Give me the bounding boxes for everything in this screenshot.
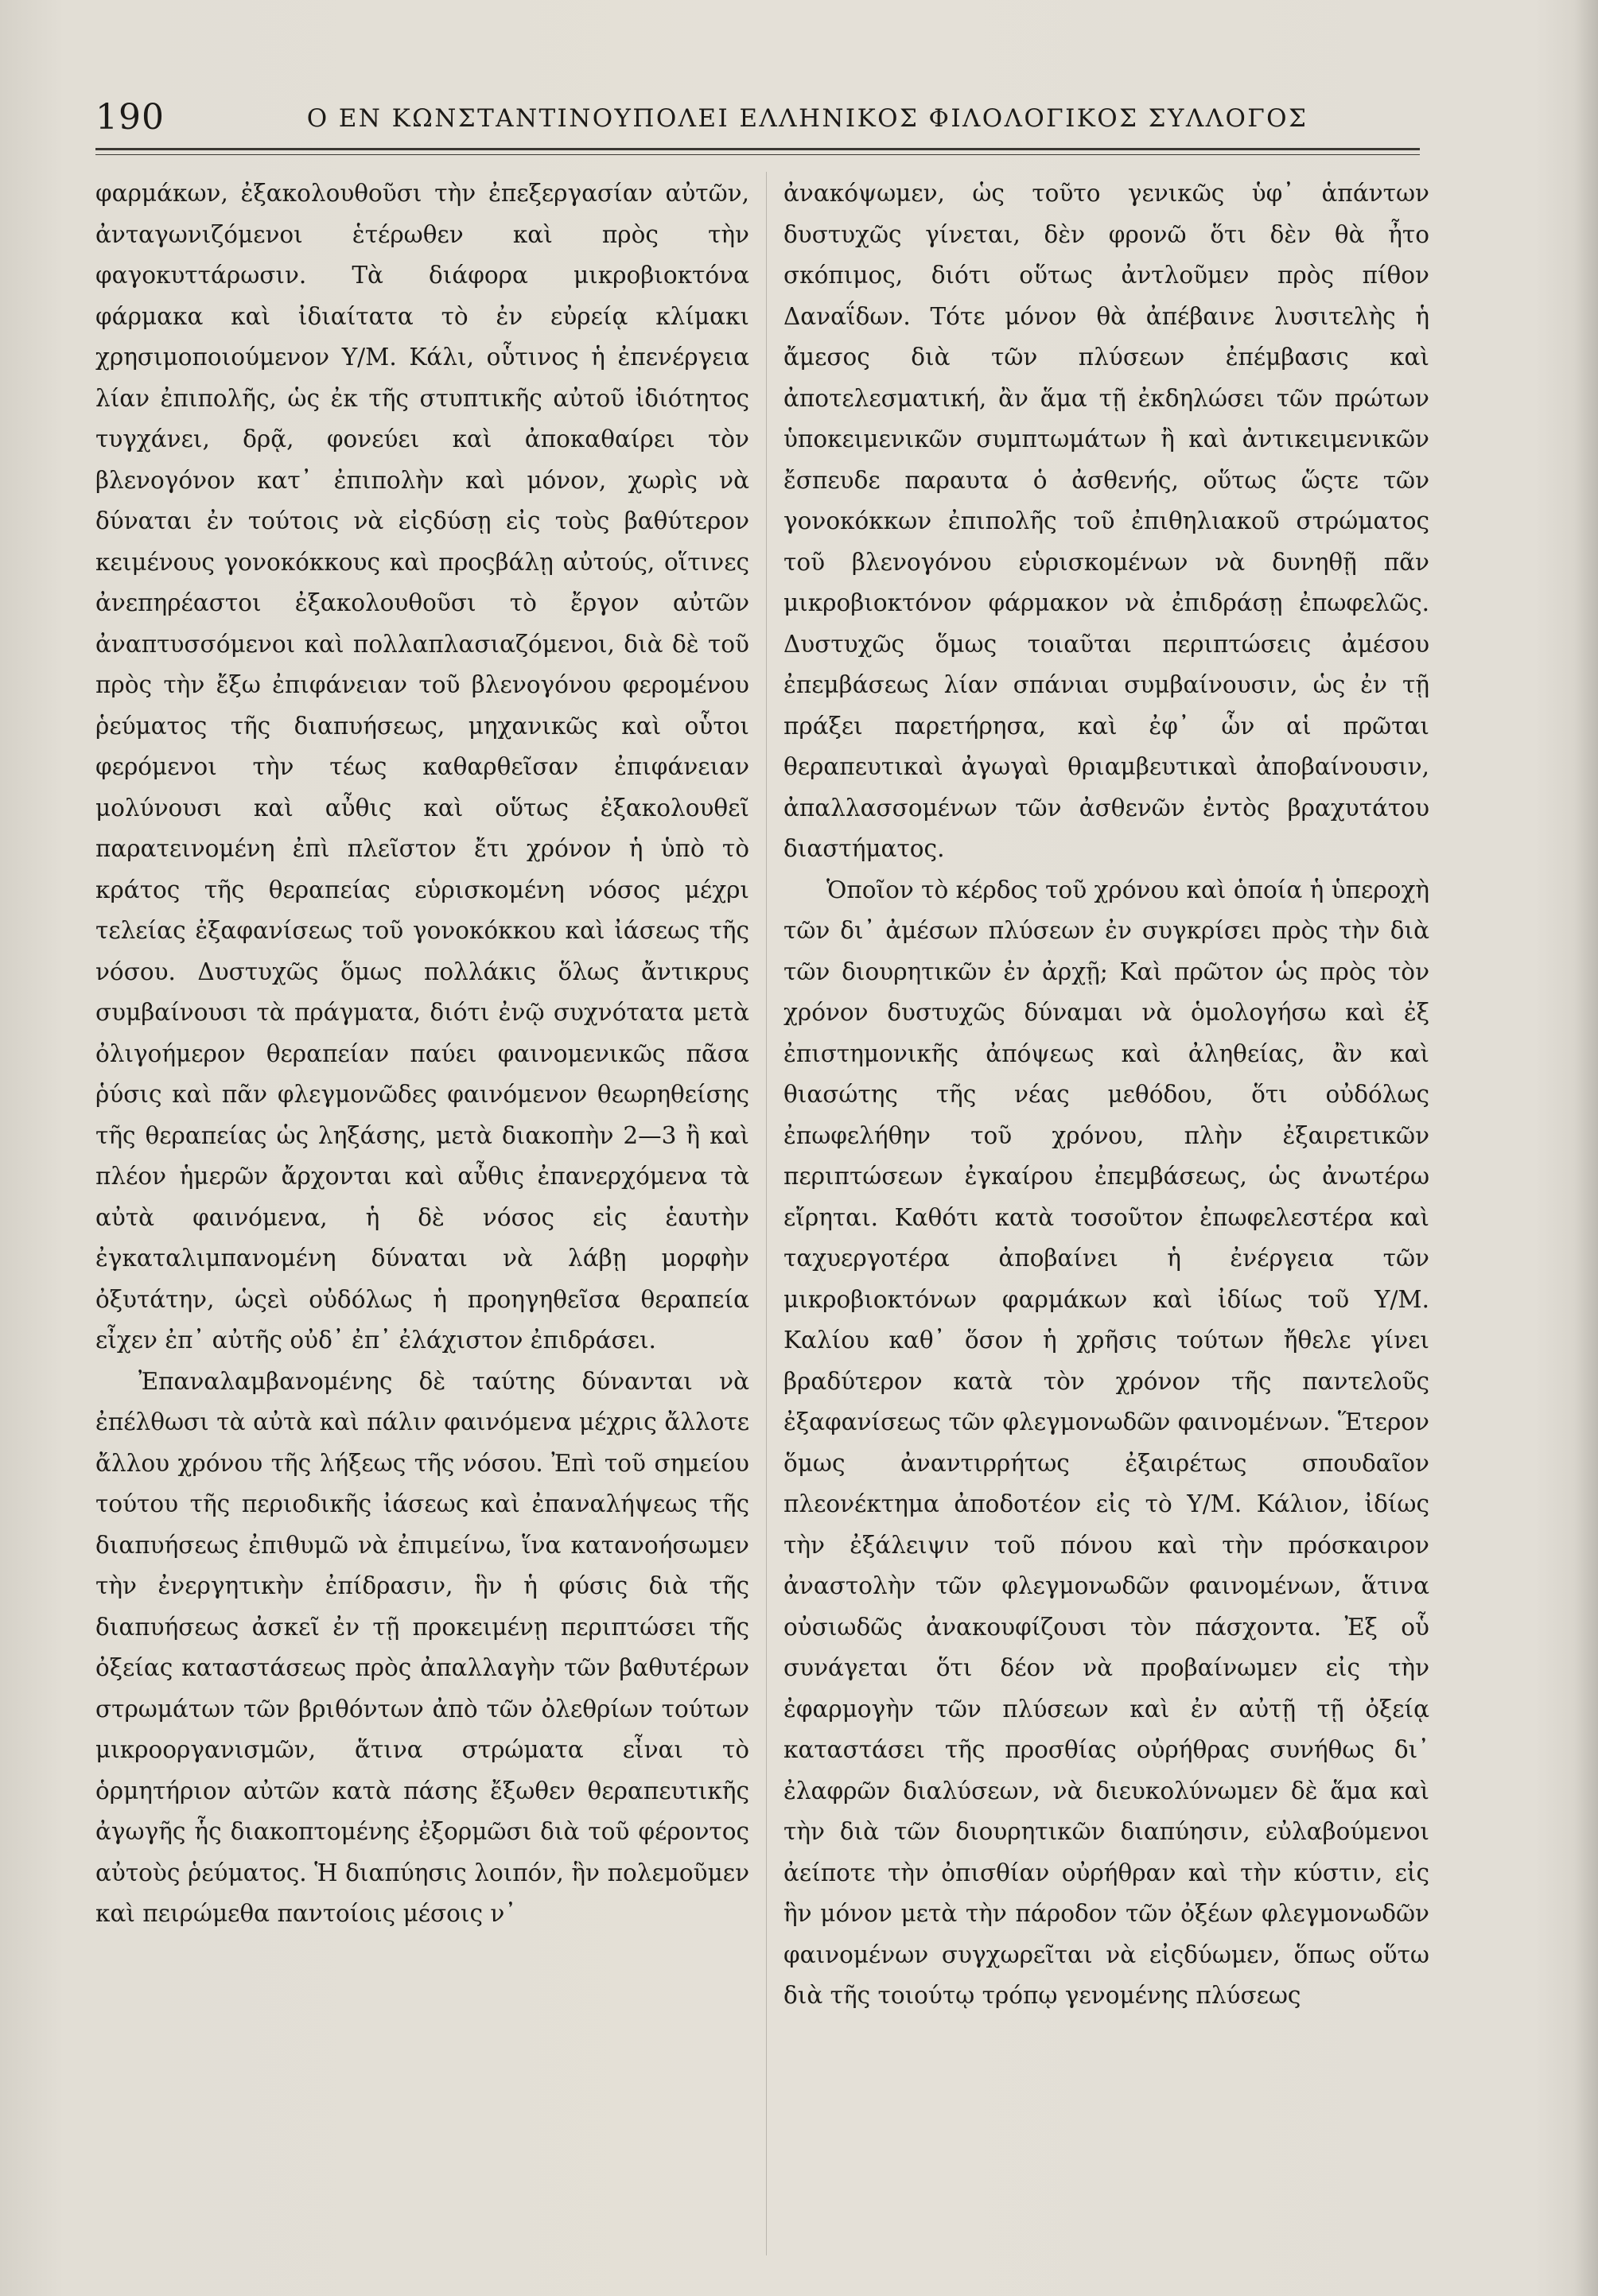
page-edge-shadow <box>1574 0 1598 2296</box>
column-divider <box>766 172 767 2255</box>
right-text-column <box>783 173 1429 2017</box>
left-paragraph-2: Ἐπαναλαμβανομένης δὲ ταύτης δύνανται νὰ ἐπέλθωσι τὰ αὐτὰ καὶ πάλιν φαινόμενα μέχρις ἄλλοτε ἄλλου χρόνου τῆς λήξεως τῆς νόσου. Ἐπὶ τοῦ σημείου τούτου τῆς περιοδικῆς ἰάσεως καὶ ἐπαναλήψεως τῆς διαπυήσεως ἐπιθυμῶ νὰ ἐπιμείνω, ἵνα κατανοήσωμεν τὴν ἐνεργητικὴν ἐπίδρασιν, ἣν ἡ φύσις διὰ τῆς διαπυήσεως ἀσκεῖ ἐν τῇ προκειμένῃ περιπτώσει τῆς ὀξείας καταστάσεως πρὸς ἀπαλλαγὴν τῶν βαθυτέρων στρωμάτων τῶν βριθόντων ἀπὸ τῶν ὀλεθρίων τούτων μικροοργανισμῶν, ἅτινα στρώματα εἶναι τὸ ὁρμητήριον αὐτῶν κατὰ πάσης ἔξωθεν θεραπευτικῆς ἀγωγῆς ἧς διακοπτομένης ἐξορμῶσι διὰ τοῦ φέροντος αὐτοὺς ῥεύματος. Ἡ διαπύησις λοιπόν, ἣν πολεμοῦμεν καὶ πειρώμεθα παντοίοις μέσοις ν᾽ <box>95 1367 749 1927</box>
left-paragraph-1: φαρμάκων, ἐξακολουθοῦσι τὴν ἐπεξεργασίαν αὐτῶν, ἀνταγωνιζόμενοι ἑτέρωθεν καὶ πρὸς τὴν φαγοκυττάρωσιν. Τὰ διάφορα μικροβιοκτόνα φάρμακα καὶ ἰδιαίτατα τὸ ἐν εὐρείᾳ κλίμακι χρησιμοποιούμενον Υ/Μ. Κάλι, οὗτινος ἡ ἐπενέργεια λίαν ἐπιπολῆς, ὡς ἐκ τῆς στυπτικῆς αὐτοῦ ἰδιότητος τυγχάνει, δρᾷ, φονεύει καὶ ἀποκαθαίρει τὸν βλενογόνον κατ᾽ ἐπιπολὴν καὶ μόνον, χωρὶς νὰ δύναται ἐν τούτοις νὰ εἰςδύσῃ εἰς τοὺς βαθύτερον κειμένους γονοκόκκους καὶ προςβάλῃ αὐτούς, οἵτινες ἀνεπηρέαστοι ἐξακολουθοῦσι τὸ ἔργον αὐτῶν ἀναπτυσσόμενοι καὶ πολλαπλασιαζόμενοι, διὰ δὲ τοῦ πρὸς τὴν ἔξω ἐπιφάνειαν τοῦ βλενογόνου φερομένου ῥεύματος τῆς διαπυήσεως, μηχανικῶς καὶ οὗτοι φερόμενοι τὴν τέως καθαρθεῖσαν ἐπιφάνειαν μολύνουσι καὶ αὖθις καὶ οὕτως ἐξακολουθεῖ παρατεινομένη ἐπὶ πλεῖστον ἔτι χρόνον ἡ ὑπὸ τὸ κράτος τῆς θεραπείας εὑρισκομένη νόσος μέχρι τελείας ἐξαφανίσεως τοῦ γονοκόκκου καὶ ἰάσεως τῆς νόσου. Δυστυχῶς ὅμως πολλάκις ὅλως ἄντικρυς συμβαίνουσι τὰ πράγματα, διότι ἐνῷ συχνότατα μετὰ ὀλιγοήμερον θεραπείαν παύει φαινομενικῶς πᾶσα ῥύσις καὶ πᾶν φλεγμονῶδες φαινόμενον θεωρηθείσης τῆς θεραπείας ὡς ληξάσης, μετὰ διακοπὴν 2—3 ἢ καὶ πλέον ἡμερῶν ἄρχονται καὶ αὖθις ἐπανερχόμενα τὰ αὐτὰ φαινόμενα, ἡ δὲ νόσος εἰς ἑαυτὴν ἐγκαταλιμπανομένη δύναται νὰ λάβῃ μορφὴν ὀξυτάτην, ὡςεὶ οὐδόλως ἡ προηγηθεῖσα θεραπεία εἶχεν ἐπ᾽ αὐτῆς οὐδ᾽ ἐπ᾽ ἐλάχιστον ἐπιδράσει. <box>95 180 749 1354</box>
header-rule-thick <box>95 148 1420 150</box>
running-title: Ο ΕΝ ΚΩΝΣΤΑΝΤΙΝΟΥΠΟΛΕΙ ΕΛΛΗΝΙΚΟΣ ΦΙΛΟΛΟΓΙΚΟΣ ΣΥΛΛΟΓΟΣ <box>306 104 1308 133</box>
right-paragraph-1: ἀνακόψωμεν, ὡς τοῦτο γενικῶς ὑφ᾽ ἁπάντων δυστυχῶς γίνεται, δὲν φρονῶ ὅτι δὲν θὰ ἦτο σκόπιμος, διότι οὕτως ἀντλοῦμεν πρὸς πίθον Δαναΐδων. Τότε μόνον θὰ ἀπέβαινε λυσιτελὴς ἡ ἄμεσος διὰ τῶν πλύσεων ἐπέμβασις καὶ ἀποτελεσματική, ἂν ἅμα τῇ ἐκδηλώσει τῶν πρώτων ὑποκειμενικῶν συμπτωμάτων ἢ καὶ ἀντικειμενικῶν ἔσπευδε παραυτα ὁ ἀσθενής, οὕτως ὥςτε τῶν γονοκόκκων ἐπιπολῆς τοῦ ἐπιθηλιακοῦ στρώματος τοῦ βλενογόνου εὑρισκομένων νὰ δυνηθῇ πᾶν μικροβιοκτόνον φάρμακον νὰ ἐπιδράσῃ ἐπωφελῶς. Δυστυχῶς ὅμως τοιαῦται περιπτώσεις ἀμέσου ἐπεμβάσεως λίαν σπάνιαι συμβαίνουσιν, ὡς ἐν τῇ πράξει παρετήρησα, καὶ ἐφ᾽ ὧν αἱ πρῶται θεραπευτικαὶ ἀγωγαὶ θριαμβευτικαὶ ἀποβαίνουσιν, ἀπαλλασσομένων τῶν ἀσθενῶν ἐντὸς βραχυτάτου διαστήματος. <box>783 180 1429 862</box>
left-text-column <box>95 173 749 1935</box>
page-number: 190 <box>95 97 165 138</box>
header-rule-thin <box>95 154 1420 155</box>
page-header <box>95 94 1420 142</box>
right-paragraph-2: Ὁποῖον τὸ κέρδος τοῦ χρόνου καὶ ὁποία ἡ ὑπεροχὴ τῶν δι᾽ ἀμέσων πλύσεων ἐν συγκρίσει πρὸς τὴν διὰ τῶν διουρητικῶν ἐν ἀρχῇ; Καὶ πρῶτον ὡς πρὸς τὸν χρόνον δυστυχῶς δύναμαι νὰ ὁμολογήσω καὶ ἐξ ἐπιστημονικῆς ἀπόψεως καὶ ἀληθείας, ἂν καὶ θιασώτης τῆς νέας μεθόδου, ὅτι οὐδόλως ἐπωφελήθην τοῦ χρόνου, πλὴν ἐξαιρετικῶν περιπτώσεων ἐγκαίρου ἐπεμβάσεως, ὡς ἀνωτέρω εἴρηται. Καθότι κατὰ τοσοῦτον ἐπωφελεστέρα καὶ ταχυεργοτέρα ἀποβαίνει ἡ ἐνέργεια τῶν μικροβιοκτόνων φαρμάκων καὶ ἰδίως τοῦ Υ/Μ. Καλίου καθ᾽ ὅσον ἡ χρῆσις τούτων ἤθελε γίνει βραδύτερον κατὰ τὸν χρόνον τῆς παντελοῦς ἐξαφανίσεως τῶν φλεγμονωδῶν φαινομένων. Ἕτερον ὅμως ἀναντιρρήτως ἐξαιρέτως σπουδαῖον πλεονέκτημα ἀποδοτέον εἰς τὸ Υ/Μ. Κάλιον, ἰδίως τὴν ἐξάλειψιν τοῦ πόνου καὶ τὴν πρόσκαιρον ἀναστολὴν τῶν φλεγμονωδῶν φαινομένων, ἅτινα οὐσιωδῶς ἀνακουφίζουσι τὸν πάσχοντα. Ἐξ οὗ συνάγεται ὅτι δέον νὰ προβαίνωμεν εἰς τὴν ἐφαρμογὴν τῶν πλύσεων καὶ ἐν αὐτῇ τῇ ὀξείᾳ καταστάσει τῆς προσθίας οὐρήθρας συνήθως δι᾽ ἐλαφρῶν διαλύσεων, νὰ διευκολύνωμεν δὲ ἅμα καὶ τὴν διὰ τῶν διουρητικῶν διαπύησιν, εὐλαβούμενοι ἀείποτε τὴν ὀπισθίαν οὐρήθραν καὶ τὴν κύστιν, εἰς ἣν μόνον μετὰ τὴν πάροδον τῶν ὀξέων φλεγμονωδῶν φαινομένων συγχωρεῖται νὰ εἰςδύωμεν, ὅπως οὕτω διὰ τῆς τοιούτῳ τρόπῳ γενομένης πλύσεως <box>783 876 1429 2009</box>
